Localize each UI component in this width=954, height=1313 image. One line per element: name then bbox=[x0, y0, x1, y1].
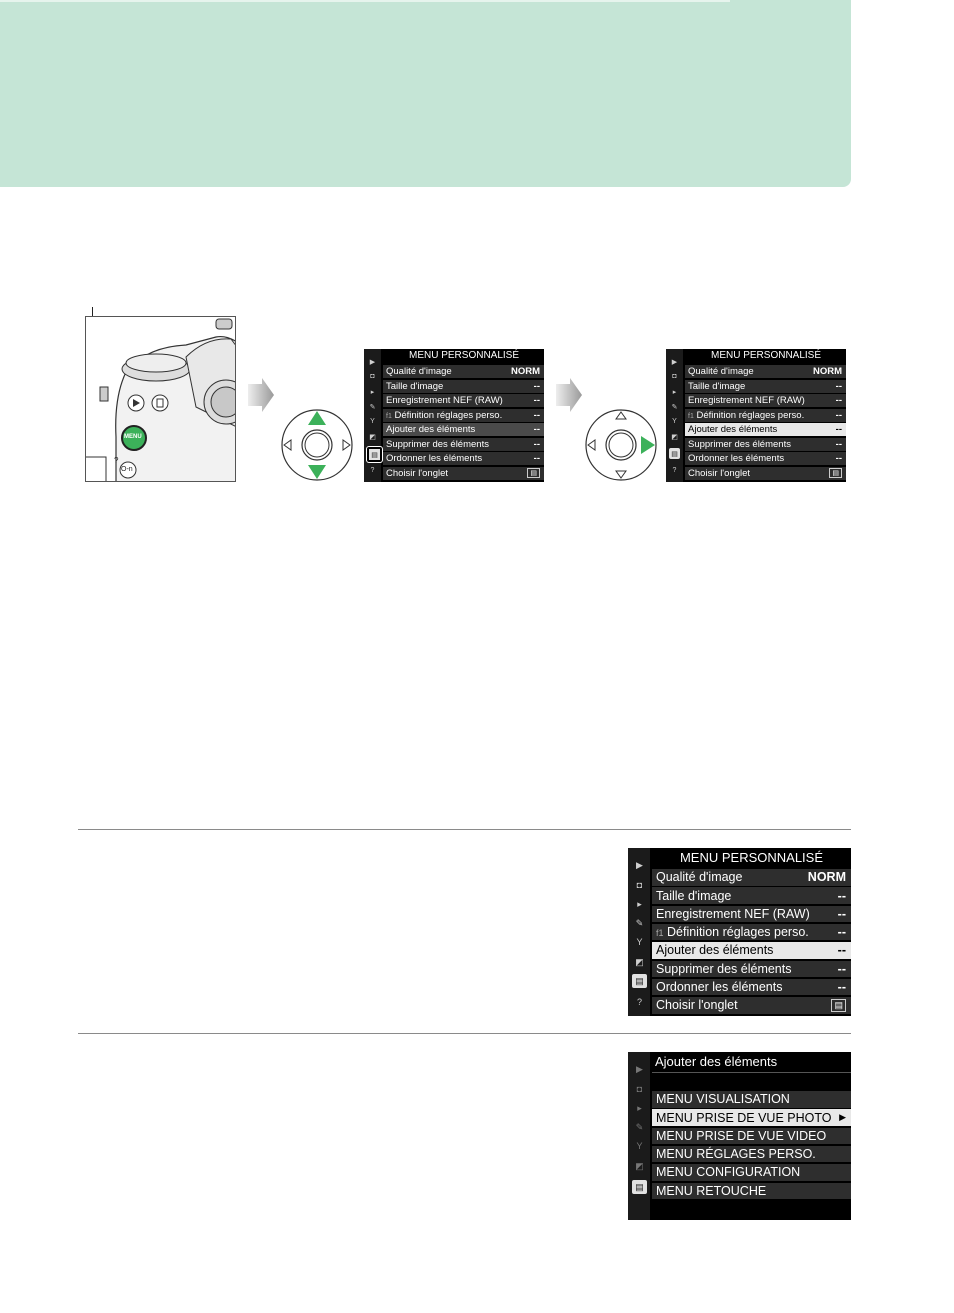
multi-selector-right-icon bbox=[584, 408, 658, 482]
menu-item[interactable] bbox=[652, 924, 851, 941]
menu-item[interactable] bbox=[383, 423, 544, 436]
tab-icon: ▤ bbox=[527, 468, 540, 478]
camera-illustration bbox=[85, 316, 236, 482]
title-underline bbox=[652, 1072, 851, 1073]
protect-key-label: O-n bbox=[121, 466, 133, 473]
menu-tab-sidebar bbox=[628, 1052, 650, 1220]
multi-selector-up-down-icon bbox=[280, 408, 354, 482]
submenu-item[interactable] bbox=[652, 1146, 851, 1163]
menu-item-label: Choisir l'onglet bbox=[688, 467, 751, 479]
menu-item-label: Ordonner les éléments bbox=[688, 453, 785, 464]
menu-item-label: Enregistrement NEF (RAW) bbox=[386, 395, 503, 406]
menu-item[interactable] bbox=[383, 438, 544, 451]
menu-item-value: -- bbox=[533, 424, 540, 435]
menu-item[interactable] bbox=[652, 961, 851, 978]
my-menu-icon: ▤ bbox=[367, 447, 382, 462]
menu-item[interactable] bbox=[685, 438, 846, 451]
section-divider bbox=[78, 1033, 851, 1034]
submenu-item-label: MENU RÉGLAGES PERSO. bbox=[656, 1147, 816, 1162]
custom-menu-screen-3 bbox=[628, 848, 851, 1016]
menu-item-value: -- bbox=[837, 980, 846, 995]
submenu-item-label: MENU PRISE DE VUE VIDEO bbox=[656, 1128, 827, 1143]
caret-right-icon: ▶ bbox=[839, 1112, 846, 1123]
menu-item[interactable] bbox=[652, 979, 851, 996]
menu-item[interactable] bbox=[652, 997, 851, 1014]
movie-icon: ▸ bbox=[370, 388, 375, 396]
pencil-icon: ✎ bbox=[671, 403, 678, 411]
menu-item-value: NORM bbox=[510, 366, 540, 377]
banner-highlight bbox=[0, 0, 730, 2]
section-divider bbox=[78, 829, 851, 830]
menu-item-label: Ordonner les éléments bbox=[656, 980, 783, 995]
menu-item[interactable] bbox=[383, 409, 544, 422]
retouch-icon: ◩ bbox=[635, 1160, 644, 1171]
menu-item[interactable] bbox=[383, 452, 544, 465]
menu-item-label: Taille d'image bbox=[688, 380, 746, 392]
menu-item-label: Enregistrement NEF (RAW) bbox=[656, 906, 810, 921]
menu-item-value: -- bbox=[837, 888, 846, 903]
menu-item-value: -- bbox=[837, 925, 846, 940]
menu-item-label: Ajouter des éléments bbox=[386, 424, 476, 435]
menu-item[interactable] bbox=[383, 467, 544, 480]
menu-item[interactable] bbox=[685, 409, 846, 422]
menu-item-label: Qualité d'image bbox=[656, 870, 743, 885]
menu-button-label: MENU bbox=[124, 434, 142, 440]
menu-item-value: -- bbox=[835, 453, 842, 464]
menu-item-value: -- bbox=[835, 409, 842, 421]
pencil-icon: ✎ bbox=[369, 403, 376, 411]
wrench-icon: Y bbox=[636, 1141, 643, 1151]
menu-item-prefix: f1 bbox=[656, 928, 664, 939]
pencil-icon: ✎ bbox=[635, 1121, 644, 1132]
menu-item-value: -- bbox=[533, 409, 540, 421]
tab-icon: ▤ bbox=[831, 999, 846, 1012]
menu-title: MENU PERSONNALISÉ bbox=[408, 350, 520, 361]
menu-item-selected[interactable] bbox=[652, 942, 851, 959]
menu-item-label: Qualité d'image bbox=[688, 366, 754, 377]
menu-item-label: Choisir l'onglet bbox=[386, 467, 449, 479]
menu-item-value: -- bbox=[835, 395, 842, 406]
camera-icon: ◘ bbox=[636, 1084, 643, 1094]
menu-item-value: -- bbox=[533, 380, 540, 392]
retouch-icon: ◩ bbox=[635, 956, 644, 967]
menu-item-prefix: f1 bbox=[688, 412, 694, 420]
submenu-item-label: MENU PRISE DE VUE PHOTO bbox=[656, 1110, 832, 1125]
menu-item-label: Supprimer des éléments bbox=[386, 438, 489, 450]
movie-icon: ▸ bbox=[672, 388, 677, 396]
retouch-icon: ◩ bbox=[369, 433, 376, 441]
menu-tab-sidebar bbox=[628, 848, 650, 1016]
playback-icon: ▶ bbox=[671, 358, 678, 366]
tab-icon: ▤ bbox=[829, 468, 842, 478]
menu-title: MENU PERSONNALISÉ bbox=[710, 350, 822, 361]
menu-item[interactable] bbox=[383, 365, 544, 378]
my-menu-icon: ▤ bbox=[632, 1180, 647, 1194]
submenu-item[interactable] bbox=[652, 1164, 851, 1181]
menu-item-label: Définition réglages perso. bbox=[667, 925, 809, 940]
submenu-item-selected[interactable] bbox=[652, 1109, 851, 1126]
camera-icon: ◘ bbox=[672, 373, 677, 380]
playback-icon: ▶ bbox=[369, 358, 376, 366]
menu-item[interactable] bbox=[383, 380, 544, 393]
menu-item-value: -- bbox=[533, 438, 540, 450]
movie-icon: ▸ bbox=[637, 1102, 642, 1113]
help-icon: ? bbox=[370, 467, 375, 474]
my-menu-icon: ▤ bbox=[632, 974, 647, 988]
help-icon: ? bbox=[636, 997, 642, 1007]
custom-menu-screen-1 bbox=[364, 349, 544, 482]
menu-item[interactable] bbox=[685, 452, 846, 465]
menu-item[interactable] bbox=[652, 906, 851, 923]
menu-item-label: Taille d'image bbox=[386, 380, 444, 392]
menu-item-value: -- bbox=[837, 906, 846, 921]
menu-item-value: -- bbox=[837, 943, 846, 958]
menu-item-value: -- bbox=[533, 395, 540, 406]
submenu-item-label: MENU RETOUCHE bbox=[656, 1183, 767, 1198]
menu-item-label: Taille d'image bbox=[656, 888, 732, 903]
retouch-icon: ◩ bbox=[671, 433, 678, 441]
menu-item-label: Supprimer des éléments bbox=[656, 961, 792, 976]
menu-item-label: Définition réglages perso. bbox=[696, 409, 805, 421]
custom-menu-screen-2 bbox=[666, 349, 846, 482]
menu-item-label: Ajouter des éléments bbox=[688, 424, 778, 435]
menu-item-label: Enregistrement NEF (RAW) bbox=[688, 395, 805, 406]
menu-item-label: Choisir l'onglet bbox=[656, 998, 738, 1013]
wrench-icon: Y bbox=[636, 937, 643, 947]
submenu-title: Ajouter des éléments bbox=[655, 1054, 778, 1069]
menu-item-label: Supprimer des éléments bbox=[688, 438, 791, 450]
wrench-icon: Y bbox=[370, 418, 375, 425]
menu-item-value: -- bbox=[837, 961, 846, 976]
menu-item-label: Qualité d'image bbox=[386, 366, 452, 377]
movie-icon: ▸ bbox=[637, 898, 642, 909]
menu-title: MENU PERSONNALISÉ bbox=[679, 850, 824, 865]
menu-item[interactable] bbox=[652, 887, 851, 904]
menu-item-label: Ajouter des éléments bbox=[656, 943, 774, 958]
menu-item-value: -- bbox=[835, 424, 842, 435]
menu-item[interactable] bbox=[685, 467, 846, 480]
wrench-icon: Y bbox=[672, 418, 677, 425]
submenu-item[interactable] bbox=[652, 1128, 851, 1145]
submenu-item-label: MENU VISUALISATION bbox=[656, 1092, 790, 1107]
my-menu-icon: ▤ bbox=[669, 448, 680, 459]
header-banner bbox=[0, 0, 851, 187]
menu-item-value: NORM bbox=[807, 870, 846, 885]
menu-item-label: Définition réglages perso. bbox=[394, 409, 503, 421]
menu-item-value: -- bbox=[835, 380, 842, 392]
submenu-item[interactable] bbox=[652, 1183, 851, 1200]
arrow-right-icon bbox=[248, 378, 274, 412]
submenu-item[interactable] bbox=[652, 1091, 851, 1108]
help-icon: ? bbox=[672, 467, 677, 474]
menu-item-label: Ordonner les éléments bbox=[386, 453, 483, 464]
menu-item-selected[interactable] bbox=[685, 423, 846, 436]
menu-item[interactable] bbox=[685, 365, 846, 378]
menu-item[interactable] bbox=[685, 394, 846, 407]
camera-icon: ◘ bbox=[636, 880, 643, 890]
add-items-screen bbox=[628, 1052, 851, 1220]
playback-icon: ▶ bbox=[636, 859, 643, 870]
playback-icon: ▶ bbox=[636, 1063, 643, 1074]
submenu-item-label: MENU CONFIGURATION bbox=[656, 1165, 801, 1180]
help-label: ? bbox=[114, 456, 119, 465]
menu-item-value: NORM bbox=[812, 366, 842, 377]
menu-item[interactable] bbox=[652, 869, 851, 886]
menu-item-value: -- bbox=[835, 438, 842, 450]
arrow-right-icon bbox=[556, 378, 582, 412]
menu-item-value: -- bbox=[533, 453, 540, 464]
camera-icon: ◘ bbox=[370, 373, 375, 380]
camera-body-drawing bbox=[86, 317, 236, 482]
menu-item[interactable] bbox=[685, 380, 846, 393]
menu-item[interactable] bbox=[383, 394, 544, 407]
pencil-icon: ✎ bbox=[635, 917, 644, 928]
menu-item-prefix: f1 bbox=[386, 412, 392, 420]
